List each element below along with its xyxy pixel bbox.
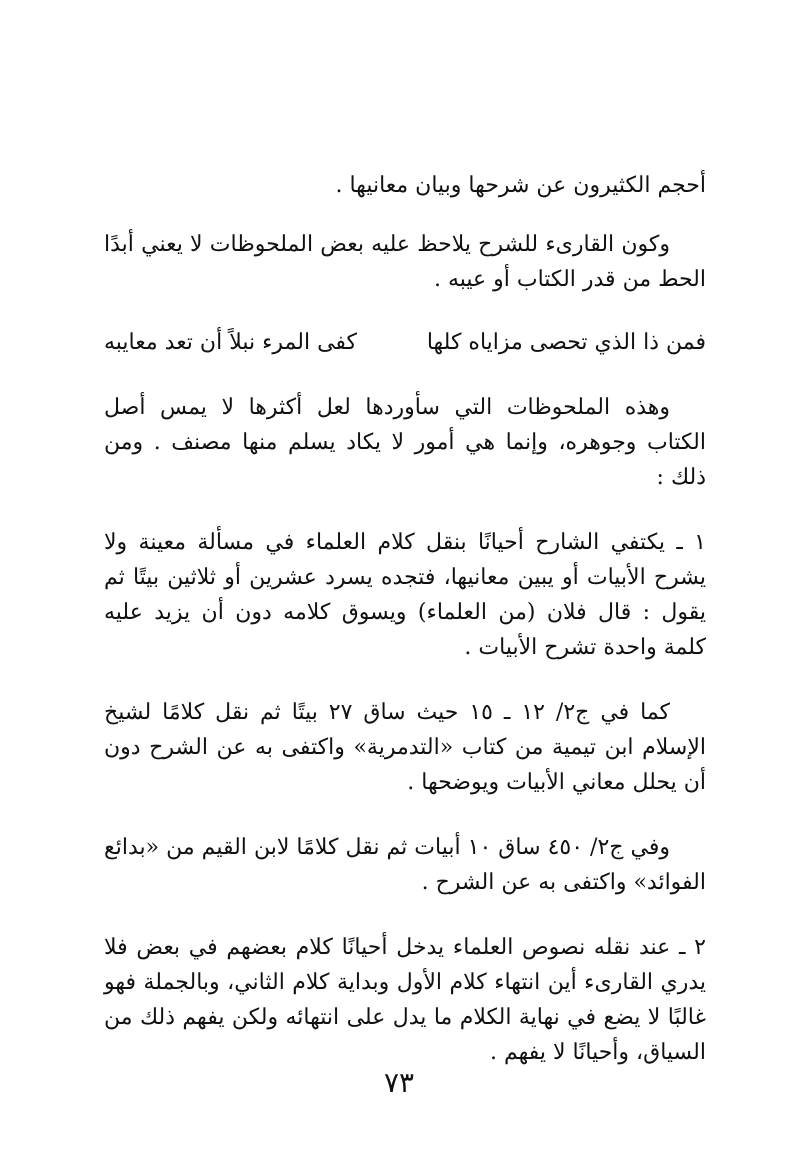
paragraph-example-volume-2: كما في ج٢/ ١٢ ـ ١٥ حيث ساق ٢٧ بيتًا ثم نقل كلامًا لشيخ الإسلام ابن تيمية من كتاب «التدمرية» واكتفى به عن الشرح دون أن يحلل معاني الأبيات ويوضحها . bbox=[104, 700, 706, 795]
paragraph-note-2: ٢ ـ عند نقله نصوص العلماء يدخل أحيانًا كلام بعضهم في بعض فلا يدري القارىء أين انتهاء كلام الأول وبداية كلام الثاني، وبالجملة فهو غالبًا لا يضع في نهاية الكلام ما يدل على انتهائه ولكن يفهم ذلك من السياق، وأحيانًا لا يفهم . bbox=[104, 935, 706, 1065]
verse-second-hemistich: كفى المرء نبلاً أن تعد معايبه bbox=[104, 330, 358, 355]
paragraph-continuation: أحجم الكثيرون عن شرحها وبيان معانيها . bbox=[335, 173, 706, 198]
paragraph-example-badaie: وفي ج٢/ ٤٥٠ ساق ١٠ أبيات ثم نقل كلامًا لابن القيم من «بدائع الفوائد» واكتفى به عن الشرح . bbox=[104, 835, 706, 895]
paragraph-notes-intro: وهذه الملحوظات التي سأوردها لعل أكثرها لا يمس أصل الكتاب وجوهره، وإنما هي أمور لا يكاد يسلم منها مصنف . ومن ذلك : bbox=[104, 395, 706, 490]
page-number: ٧٣ bbox=[383, 1066, 415, 1099]
verse-first-hemistich: فمن ذا الذي تحصى مزاياه كلها bbox=[426, 330, 706, 355]
paragraph-reader-notes: وكون القارىء للشرح يلاحظ عليه بعض الملحوظات لا يعني أبدًا الحط من قدر الكتاب أو عيبه . bbox=[104, 232, 706, 292]
poetry-verse bbox=[104, 325, 706, 360]
page-body bbox=[104, 168, 706, 1070]
paragraph-note-1: ١ ـ يكتفي الشارح أحيانًا بنقل كلام العلماء في مسألة معينة ولا يشرح الأبيات أو يبين معانيها، فتجده يسرد عشرين أو ثلاثين بيتًا ثم يقول : قال فلان (من العلماء) ويسوق كلامه دون أن يزيد عليه كلمة واحدة تشرح الأبيات . bbox=[104, 530, 706, 660]
